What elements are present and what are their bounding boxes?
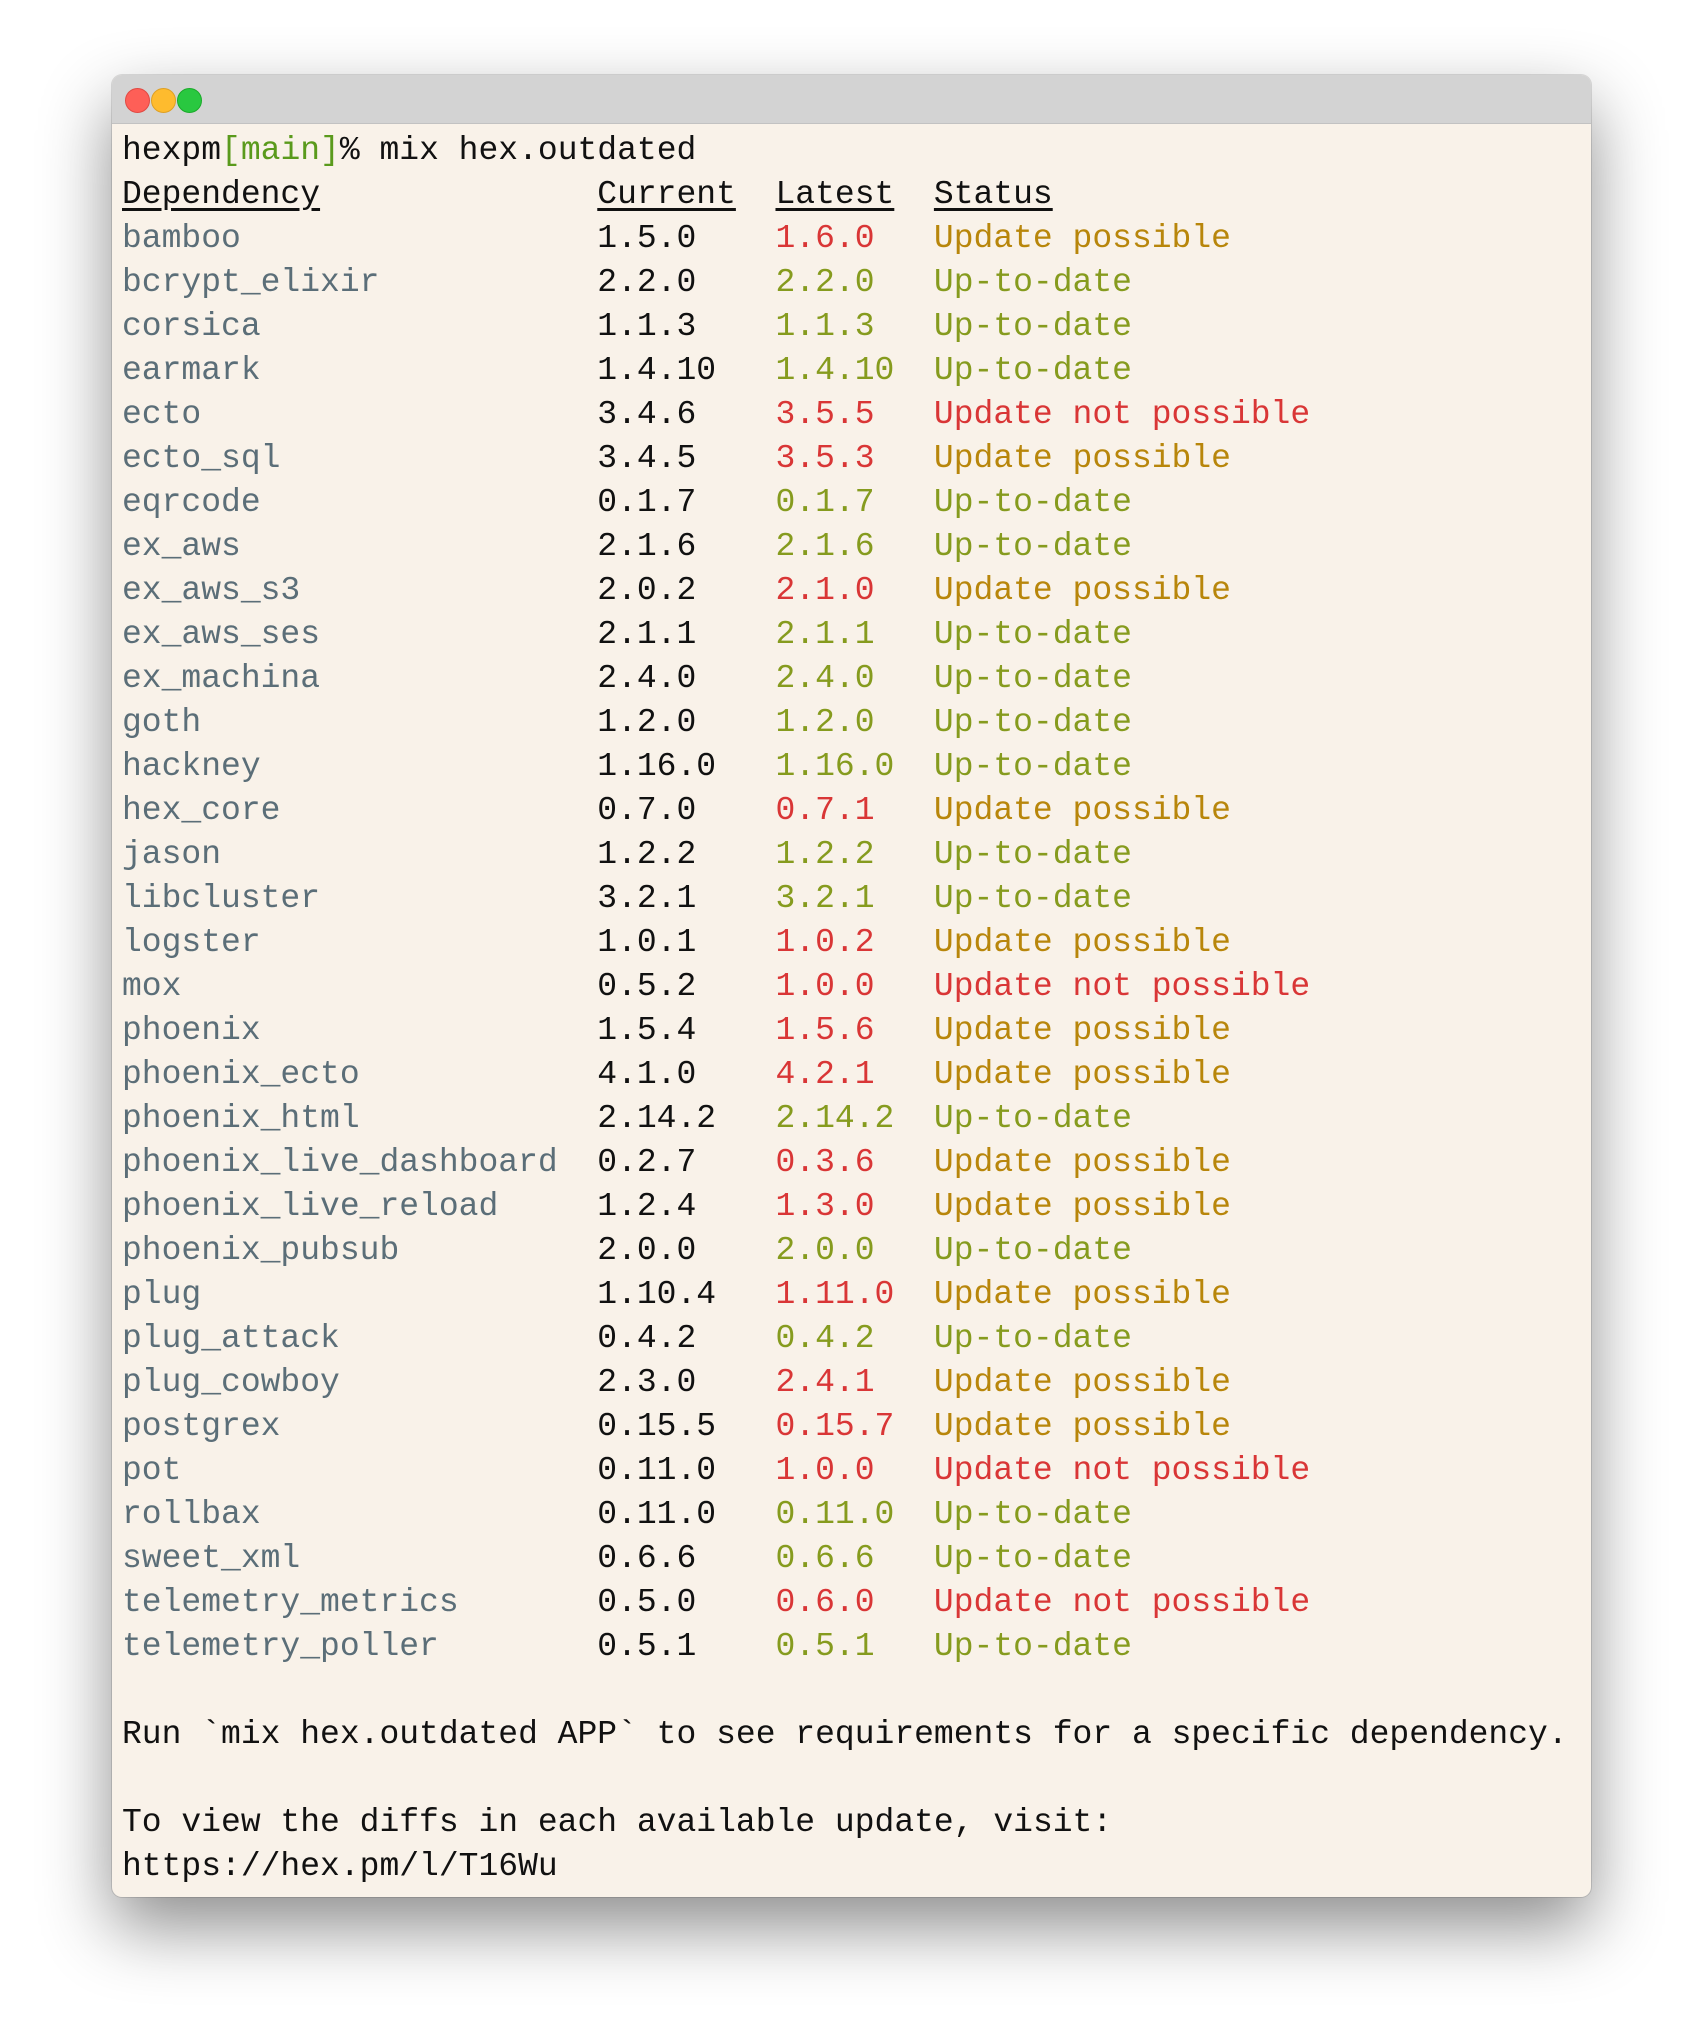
current-version: 0.7.0: [597, 792, 697, 829]
prompt-branch: [main]: [221, 132, 340, 169]
current-version: 2.0.2: [597, 572, 697, 609]
dependency-name: ex_machina: [122, 660, 321, 697]
table-row: [122, 1097, 1591, 1141]
status-text: Update not possible: [933, 968, 1311, 1005]
status-text: Up-to-date: [933, 880, 1132, 917]
table-row: [122, 657, 1591, 701]
status-text: Up-to-date: [933, 704, 1132, 741]
current-version: 1.2.4: [597, 1188, 697, 1225]
dependency-name: phoenix_live_reload: [122, 1188, 499, 1225]
latest-version: 3.5.5: [775, 396, 875, 433]
current-version: 2.14.2: [597, 1100, 717, 1137]
latest-version: 4.2.1: [775, 1056, 875, 1093]
dependency-name: mox: [122, 968, 182, 1005]
diffs-url[interactable]: https://hex.pm/l/T16Wu: [122, 1848, 558, 1885]
table-row: [122, 349, 1591, 393]
table-row: [122, 525, 1591, 569]
latest-version: 0.6.6: [775, 1540, 875, 1577]
status-text: Up-to-date: [933, 1540, 1132, 1577]
latest-version: 2.1.1: [775, 616, 875, 653]
current-version: 1.10.4: [597, 1276, 717, 1313]
current-version: 0.5.1: [597, 1628, 697, 1665]
table-row: [122, 701, 1591, 745]
status-text: Update possible: [933, 1364, 1231, 1401]
dependency-name: ecto: [122, 396, 202, 433]
current-version: 1.4.10: [597, 352, 717, 389]
latest-version: 0.4.2: [775, 1320, 875, 1357]
terminal-window: [112, 75, 1591, 1897]
table-row: [122, 1141, 1591, 1185]
header-dependency: Dependency: [122, 176, 321, 213]
table-row: [122, 1537, 1591, 1581]
table-row: [122, 1273, 1591, 1317]
current-version: 3.4.6: [597, 396, 697, 433]
table-row: [122, 789, 1591, 833]
latest-version: 1.2.2: [775, 836, 875, 873]
dependency-name: bamboo: [122, 220, 241, 257]
latest-version: 0.15.7: [775, 1408, 895, 1445]
status-text: Update possible: [933, 1012, 1231, 1049]
current-version: 0.5.0: [597, 1584, 697, 1621]
current-version: 2.3.0: [597, 1364, 697, 1401]
table-row: [122, 437, 1591, 481]
dependency-name: hackney: [122, 748, 261, 785]
current-version: 1.2.0: [597, 704, 697, 741]
status-text: Up-to-date: [933, 1100, 1132, 1137]
status-text: Update possible: [933, 1188, 1231, 1225]
hint-line: Run `mix hex.outdated APP` to see requirements for a specific dependency.: [122, 1716, 1568, 1753]
table-row: [122, 1581, 1591, 1625]
current-version: 0.11.0: [597, 1452, 717, 1489]
latest-version: 0.1.7: [775, 484, 875, 521]
dependency-name: hex_core: [122, 792, 281, 829]
table-row: [122, 1625, 1591, 1669]
latest-version: 0.7.1: [775, 792, 875, 829]
status-text: Up-to-date: [933, 836, 1132, 873]
status-text: Up-to-date: [933, 264, 1132, 301]
table-row: [122, 921, 1591, 965]
latest-version: 2.2.0: [775, 264, 875, 301]
current-version: 1.5.4: [597, 1012, 697, 1049]
dependency-name: pot: [122, 1452, 182, 1489]
prompt-dir: hexpm: [122, 132, 222, 169]
table-row: [122, 1053, 1591, 1097]
latest-version: 3.2.1: [775, 880, 875, 917]
status-text: Update possible: [933, 440, 1231, 477]
latest-version: 1.11.0: [775, 1276, 895, 1313]
latest-version: 1.0.0: [775, 1452, 875, 1489]
current-version: 2.0.0: [597, 1232, 697, 1269]
diffs-intro: To view the diffs in each available update, visit:: [122, 1804, 1113, 1841]
current-version: 1.1.3: [597, 308, 697, 345]
dependency-name: corsica: [122, 308, 261, 345]
current-version: 1.2.2: [597, 836, 697, 873]
latest-version: 2.1.0: [775, 572, 875, 609]
status-text: Up-to-date: [933, 660, 1132, 697]
blank-line: [122, 1757, 1591, 1801]
terminal-output[interactable]: [112, 124, 1591, 1897]
dependency-name: phoenix: [122, 1012, 261, 1049]
table-row: [122, 613, 1591, 657]
table-row: [122, 217, 1591, 261]
status-text: Update possible: [933, 792, 1231, 829]
table-row: [122, 877, 1591, 921]
dependency-name: eqrcode: [122, 484, 261, 521]
dependency-name: plug: [122, 1276, 202, 1313]
dependency-name: postgrex: [122, 1408, 281, 1445]
header-current: Current: [597, 176, 736, 213]
dependency-name: plug_cowboy: [122, 1364, 340, 1401]
table-row: [122, 1185, 1591, 1229]
dependency-name: logster: [122, 924, 261, 961]
table-row: [122, 1009, 1591, 1053]
table-row: [122, 1361, 1591, 1405]
dependency-name: sweet_xml: [122, 1540, 301, 1577]
dependency-table: [122, 217, 1591, 1669]
dependency-name: phoenix_html: [122, 1100, 360, 1137]
status-text: Update not possible: [933, 396, 1311, 433]
table-row: [122, 261, 1591, 305]
blank-line: [122, 1669, 1591, 1713]
current-version: 0.6.6: [597, 1540, 697, 1577]
latest-version: 1.16.0: [775, 748, 895, 785]
table-row: [122, 965, 1591, 1009]
current-version: 2.1.6: [597, 528, 697, 565]
latest-version: 1.5.6: [775, 1012, 875, 1049]
current-version: 3.4.5: [597, 440, 697, 477]
latest-version: 1.6.0: [775, 220, 875, 257]
dependency-name: telemetry_metrics: [122, 1584, 459, 1621]
current-version: 2.1.1: [597, 616, 697, 653]
current-version: 0.5.2: [597, 968, 697, 1005]
table-row: [122, 833, 1591, 877]
status-text: Update possible: [933, 1408, 1231, 1445]
status-text: Update possible: [933, 1144, 1231, 1181]
dependency-name: ex_aws_ses: [122, 616, 321, 653]
current-version: 1.0.1: [597, 924, 697, 961]
status-text: Update possible: [933, 572, 1231, 609]
dependency-name: phoenix_pubsub: [122, 1232, 400, 1269]
dependency-name: ecto_sql: [122, 440, 281, 477]
table-row: [122, 1317, 1591, 1361]
dependency-name: ex_aws: [122, 528, 241, 565]
dependency-name: goth: [122, 704, 202, 741]
current-version: 1.16.0: [597, 748, 717, 785]
latest-version: 0.11.0: [775, 1496, 895, 1533]
table-header: [122, 173, 1591, 217]
close-button[interactable]: [125, 88, 150, 113]
table-row: [122, 1493, 1591, 1537]
status-text: Up-to-date: [933, 352, 1132, 389]
status-text: Up-to-date: [933, 1320, 1132, 1357]
status-text: Update not possible: [933, 1452, 1311, 1489]
latest-version: 1.4.10: [775, 352, 895, 389]
status-text: Up-to-date: [933, 528, 1132, 565]
current-version: 0.4.2: [597, 1320, 697, 1357]
status-text: Up-to-date: [933, 484, 1132, 521]
status-text: Up-to-date: [933, 1628, 1132, 1665]
table-row: [122, 481, 1591, 525]
latest-version: 2.0.0: [775, 1232, 875, 1269]
status-text: Update possible: [933, 220, 1231, 257]
status-text: Up-to-date: [933, 748, 1132, 785]
current-version: 1.5.0: [597, 220, 697, 257]
current-version: 0.2.7: [597, 1144, 697, 1181]
minimize-button[interactable]: [151, 88, 176, 113]
latest-version: 2.4.0: [775, 660, 875, 697]
latest-version: 2.14.2: [775, 1100, 895, 1137]
table-row: [122, 569, 1591, 613]
title-bar[interactable]: [112, 75, 1591, 124]
status-text: Update not possible: [933, 1584, 1311, 1621]
dependency-name: phoenix_live_dashboard: [122, 1144, 558, 1181]
current-version: 2.2.0: [597, 264, 697, 301]
current-version: 0.1.7: [597, 484, 697, 521]
latest-version: 1.0.2: [775, 924, 875, 961]
dependency-name: plug_attack: [122, 1320, 340, 1357]
current-version: 4.1.0: [597, 1056, 697, 1093]
status-text: Up-to-date: [933, 1496, 1132, 1533]
latest-version: 0.3.6: [775, 1144, 875, 1181]
latest-version: 1.3.0: [775, 1188, 875, 1225]
table-row: [122, 745, 1591, 789]
latest-version: 1.1.3: [775, 308, 875, 345]
status-text: Update possible: [933, 1056, 1231, 1093]
latest-version: 0.6.0: [775, 1584, 875, 1621]
latest-version: 2.1.6: [775, 528, 875, 565]
current-version: 0.15.5: [597, 1408, 717, 1445]
dependency-name: jason: [122, 836, 222, 873]
current-version: 3.2.1: [597, 880, 697, 917]
latest-version: 2.4.1: [775, 1364, 875, 1401]
dependency-name: ex_aws_s3: [122, 572, 301, 609]
dependency-name: earmark: [122, 352, 261, 389]
table-row: [122, 305, 1591, 349]
status-text: Update possible: [933, 924, 1231, 961]
dependency-name: bcrypt_elixir: [122, 264, 380, 301]
header-status: Status: [933, 176, 1053, 213]
latest-version: 3.5.3: [775, 440, 875, 477]
maximize-button[interactable]: [177, 88, 202, 113]
status-text: Up-to-date: [933, 308, 1132, 345]
latest-version: 1.2.0: [775, 704, 875, 741]
latest-version: 1.0.0: [775, 968, 875, 1005]
status-text: Up-to-date: [933, 616, 1132, 653]
table-row: [122, 1405, 1591, 1449]
latest-version: 0.5.1: [775, 1628, 875, 1665]
status-text: Update possible: [933, 1276, 1231, 1313]
table-row: [122, 1449, 1591, 1493]
current-version: 0.11.0: [597, 1496, 717, 1533]
status-text: Up-to-date: [933, 1232, 1132, 1269]
table-row: [122, 1229, 1591, 1273]
dependency-name: telemetry_poller: [122, 1628, 439, 1665]
prompt-line: [122, 129, 1591, 173]
prompt-symbol: %: [339, 132, 380, 169]
dependency-name: rollbax: [122, 1496, 261, 1533]
command-text: mix hex.outdated: [379, 132, 697, 169]
dependency-name: phoenix_ecto: [122, 1056, 360, 1093]
dependency-name: libcluster: [122, 880, 321, 917]
header-latest: Latest: [775, 176, 895, 213]
current-version: 2.4.0: [597, 660, 697, 697]
table-row: [122, 393, 1591, 437]
